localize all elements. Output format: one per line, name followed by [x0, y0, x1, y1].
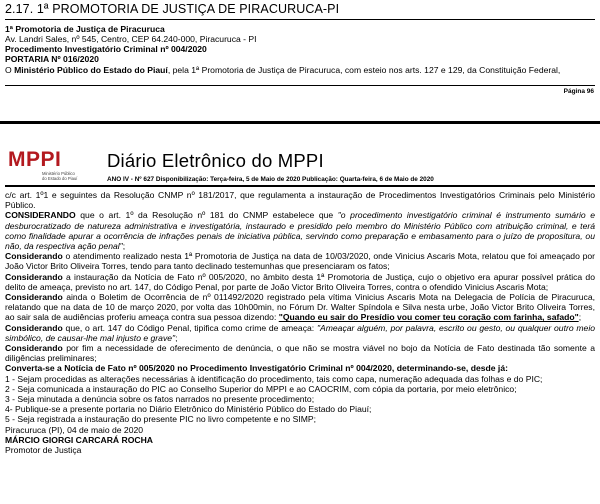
- list-item: 4- Publique-se a presente portaria no Diário Eletrônico do Ministério Público do Estado do Piauí;: [5, 404, 372, 415]
- journal-issue-line: ANO IV - Nº 627 Disponibilização: Terça-feira, 5 de Maio de 2020 Publicação: Quarta-feira, 6 de Maio de 2020: [107, 176, 434, 183]
- logo-subtitle: Ministério Público do Estado do Piauí: [42, 171, 78, 181]
- intro-line: O Ministério Público do Estado do Piauí, pela 1ª Promotoria de Justiça de Piracuruca, com esteio nos arts. 127 e 129, da Constituição Federal,: [5, 65, 561, 75]
- paragraph-considerando-2: Considerando o atendimento realizado nesta 1ª Promotoria de Justiça na data de 10/03/2020, onde Vinicius Ascaris Mota, relatou que foi ameaçado por João Victor Brito Oliveira Torres, tendo para tanto declinado testemunhas que presenciaram os fatos;: [5, 251, 595, 272]
- paragraph-considerando-6: Considerando por fim a necessidade de oferecimento de denúncia, o que não se mostra viável no bojo da Notícia de Fato destinada tão somente a diligências preliminares;: [5, 343, 595, 364]
- journal-title: Diário Eletrônico do MPPI: [107, 150, 324, 171]
- paragraph-considerando-5: Considerando que, o art. 147 do Código Penal, tipifica como crime de ameaça: "Ameaçar alguém, por palavra, escrito ou gesto, ou qualquer outro meio simbólico, de causar-lhe mal injusto e grave";: [5, 322, 596, 343]
- page-number: Página 96: [563, 88, 594, 95]
- list-item: 2 - Seja comunicada a instauração do PIC ao Conselho Superior do MPPI e ao CAOCRIM, com cópia da portaria, por meio eletrônico;: [5, 383, 517, 394]
- list-item: 1 - Sejam procedidas as alterações necessárias à identificação do procedimento, tais como capa, numeração adequada das folhas e do PIC;: [5, 373, 543, 384]
- page-rule: [5, 85, 595, 86]
- paragraph-determination: Converta-se a Notícia de Fato nº 005/2020 no Procedimento Investigatório Criminal nº 004/2020, determinando-se, desde já:: [5, 363, 508, 374]
- org-name: 1ª Promotoria de Justiça de Piracuruca: [5, 24, 165, 34]
- section-rule: [5, 19, 595, 20]
- paragraph-considerando-4: Considerando ainda o Boletim de Ocorrência de nº 011492/2020 registrado pela vítima Vinicius Ascaris Mota na Delegacia de Polícia de Piracuruca, relatando que na data de 10 de março 2020, por volta das 10h00min, no Fórum Dr. Walter Spíndola e Silva nesta urbe, João Victor Brito Oliveira Torres, ao sair sala de audiências proferiu ameaça contra sua pessoa dizendo: "Quando eu sair do Presídio vou comer teu coração com farinha, safado";: [5, 292, 595, 323]
- procedure-number: Procedimento Investigatório Criminal nº 004/2020: [5, 44, 207, 54]
- mppi-logo: [8, 148, 92, 184]
- list-item: 3 - Seja minutada a denúncia sobre os fatos narrados no presente procedimento;: [5, 394, 315, 405]
- paragraph-considerando-1: CONSIDERANDO que o art. 1º da Resolução nº 181 do CNMP estabelece que "o procedimento investigatório criminal é instrumento sumário e desburocratizado de natureza administrativa e investigatória, instaurado e presidido pelo membro do Ministério Público com atribuição criminal, e terá como finalidade apurar a ocorrência de infrações penais de iniciativa pública, servindo como preparação e embasamento para o juízo de propositura, ou não, da respectiva ação penal";: [5, 210, 595, 252]
- place-date: Piracuruca (PI), 04 de maio de 2020: [5, 424, 144, 435]
- signer-role: Promotor de Justiça: [5, 445, 82, 456]
- logo-wordmark: MPPI: [8, 148, 62, 171]
- list-item: 5 - Seja registrada a instauração do presente PIC no livro competente e no SIMP;: [5, 414, 316, 425]
- org-address: Av. Landri Sales, nº 545, Centro, CEP 64.240-000, Piracuruca - PI: [5, 34, 257, 44]
- document-body: [5, 190, 595, 455]
- previous-page-fragment: [0, 0, 600, 106]
- page-separator: [0, 121, 600, 124]
- signer-name: MÁRCIO GIORGI CARCARÁ ROCHA: [5, 434, 153, 445]
- page-gap: [0, 107, 600, 121]
- portaria-number: PORTARIA Nº 016/2020: [5, 54, 99, 64]
- paragraph-considerando-3: Considerando a instauração da Notícia de Fato nº 005/2020, no âmbito desta 1ª Promotoria de Justiça, cujo o objetivo era apurar possível prática do delito de ameaça, previsto no art. 147, do Código Penal, por parte de João Victor Brito Oliveira Torres, contra o ofendido Vinicius Ascaris Mota;: [5, 271, 595, 292]
- paragraph-resolution: c/c art. 1º1 e seguintes da Resolução CNMP nº 181/2017, que regulamenta a instauração de Procedimentos Investigatórios Criminais pelo Ministério Público.: [5, 190, 595, 211]
- section-title: 2.17. 1ª PROMOTORIA DE JUSTIÇA DE PIRACURUCA-PI: [5, 2, 340, 16]
- masthead-rule: [5, 185, 595, 187]
